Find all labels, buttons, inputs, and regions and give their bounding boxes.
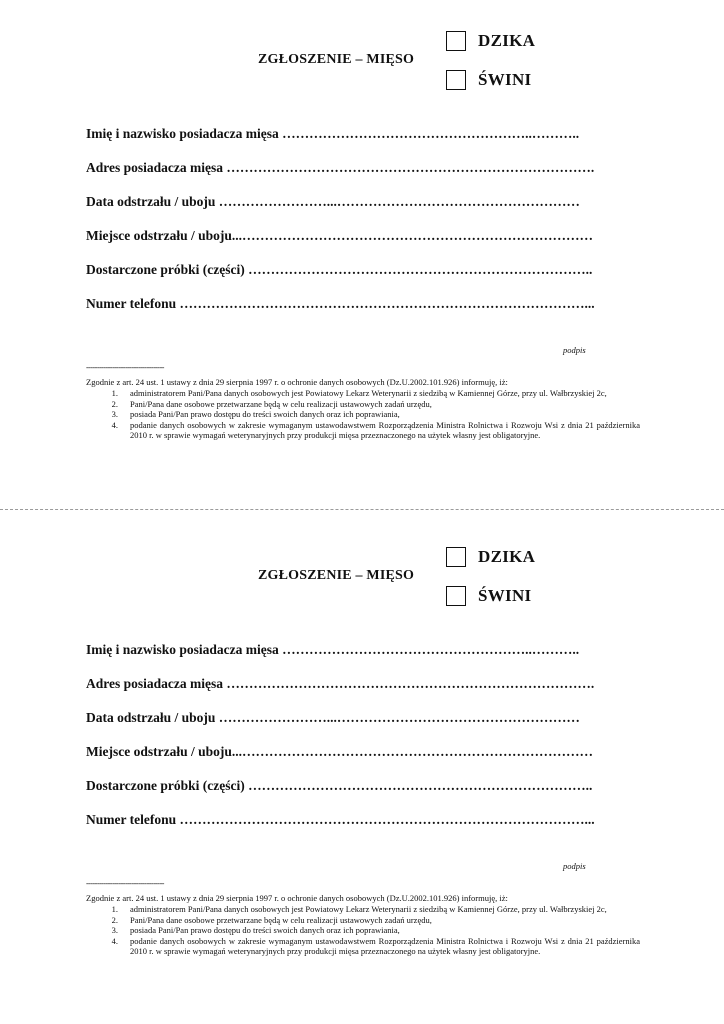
list-item-number: 3. <box>111 925 118 935</box>
list-item-text: posiada Pani/Pan prawo dostępu do treści swoich danych oraz ich poprawiania, <box>130 409 400 419</box>
field-owner-address[interactable]: Adres posiadacza mięsa ………………………………………………………………………. <box>86 676 595 691</box>
checkbox-dzika[interactable] <box>446 547 466 567</box>
field-samples[interactable]: Dostarczone próbki (części) ………………………………………………………………….. <box>86 262 593 277</box>
list-item-text: podanie danych osobowych w zakresie wymaganym ustawodawstwem Rozporządzenia Ministra Rolnictwa i Rozwoju Wsi z dnia 21 października 2010 r. w sprawie wymagań weterynaryjnych przy produkcji mięsa przeznaczonego na użytek własny jest obligatoryjne. <box>130 419 640 440</box>
list-item-number: 1. <box>111 904 118 914</box>
option-label-dzika: DZIKA <box>478 547 536 566</box>
list-item <box>86 388 640 399</box>
field-owner-address[interactable]: Adres posiadacza mięsa ………………………………………………………………………. <box>86 160 595 175</box>
list-item <box>86 409 640 420</box>
field-owner-name[interactable]: Imię i nazwisko posiadacza mięsa ………………………………………………..……….. <box>86 126 580 141</box>
option-label-swini: ŚWINI <box>478 70 532 89</box>
list-item-number: 4. <box>111 419 118 430</box>
option-swini[interactable] <box>446 70 531 90</box>
option-swini[interactable] <box>446 586 531 606</box>
form-title: ZGŁOSZENIE – MIĘSO <box>258 52 415 67</box>
checkbox-swini[interactable] <box>446 586 466 606</box>
checkbox-swini[interactable] <box>446 70 466 90</box>
gdpr-list <box>86 904 640 957</box>
signature-label: podpis <box>563 861 586 871</box>
field-phone[interactable]: Numer telefonu ………………………………………………………………………………... <box>86 296 595 311</box>
field-phone[interactable]: Numer telefonu ………………………………………………………………………………... <box>86 812 595 827</box>
list-item <box>86 420 640 441</box>
list-item-text: Pani/Pana dane osobowe przetwarzane będą w celu realizacji ustawowych zadań urzędu, <box>130 398 432 409</box>
form-meat-top <box>0 0 724 500</box>
field-owner-name[interactable]: Imię i nazwisko posiadacza mięsa ………………………………………………..……….. <box>86 642 580 657</box>
field-date[interactable]: Data odstrzału / uboju ……………………...……………………………………………… <box>86 710 580 725</box>
signature-label: podpis <box>563 345 586 355</box>
gdpr-intro: Zgodnie z art. 24 ust. 1 ustawy z dnia 29 sierpnia 1997 r. o ochronie danych osobowych (Dz.U.2002.101.926) informuję, iż: <box>86 377 508 387</box>
list-item-text: Pani/Pana dane osobowe przetwarzane będą w celu realizacji ustawowych zadań urzędu, <box>130 914 432 925</box>
option-dzika[interactable] <box>446 547 535 567</box>
list-item <box>86 925 640 936</box>
list-item-text: podanie danych osobowych w zakresie wymaganym ustawodawstwem Rozporządzenia Ministra Rolnictwa i Rozwoju Wsi z dnia 21 października 2010 r. w sprawie wymagań weterynaryjnych przy produkcji mięsa przeznaczonego na użytek własny jest obligatoryjne. <box>130 935 640 956</box>
list-item <box>86 936 640 957</box>
list-item-number: 2. <box>111 914 118 925</box>
cut-line-divider <box>0 509 724 510</box>
list-item-text: posiada Pani/Pan prawo dostępu do treści swoich danych oraz ich poprawiania, <box>130 925 400 935</box>
list-item-number: 1. <box>111 388 118 398</box>
field-date[interactable]: Data odstrzału / uboju ……………………...……………………………………………… <box>86 194 580 209</box>
list-item <box>86 399 640 410</box>
form-title: ZGŁOSZENIE – MIĘSO <box>258 568 415 583</box>
list-item-text: administratorem Pani/Pana danych osobowych jest Powiatowy Lekarz Weterynarii z siedzibą w Kamiennej Górze, przy ul. Wałbrzyskiej 2c, <box>130 388 607 398</box>
field-place[interactable]: Miejsce odstrzału / uboju...…………………………………………………………………… <box>86 744 593 759</box>
option-label-swini: ŚWINI <box>478 586 532 605</box>
footnote-rule: ------------------------------------ <box>86 363 164 372</box>
list-item-number: 2. <box>111 398 118 409</box>
gdpr-intro: Zgodnie z art. 24 ust. 1 ustawy z dnia 29 sierpnia 1997 r. o ochronie danych osobowych (Dz.U.2002.101.926) informuję, iż: <box>86 893 508 903</box>
footnote-rule: ------------------------------------ <box>86 879 164 888</box>
list-item-number: 3. <box>111 409 118 419</box>
option-dzika[interactable] <box>446 31 535 51</box>
field-place[interactable]: Miejsce odstrzału / uboju...…………………………………………………………………… <box>86 228 593 243</box>
form-meat-bottom <box>0 516 724 1016</box>
option-label-dzika: DZIKA <box>478 31 536 50</box>
list-item <box>86 915 640 926</box>
gdpr-list <box>86 388 640 441</box>
list-item-number: 4. <box>111 935 118 946</box>
field-samples[interactable]: Dostarczone próbki (części) ………………………………………………………………….. <box>86 778 593 793</box>
checkbox-dzika[interactable] <box>446 31 466 51</box>
list-item-text: administratorem Pani/Pana danych osobowych jest Powiatowy Lekarz Weterynarii z siedzibą w Kamiennej Górze, przy ul. Wałbrzyskiej 2c, <box>130 904 607 914</box>
list-item <box>86 904 640 915</box>
